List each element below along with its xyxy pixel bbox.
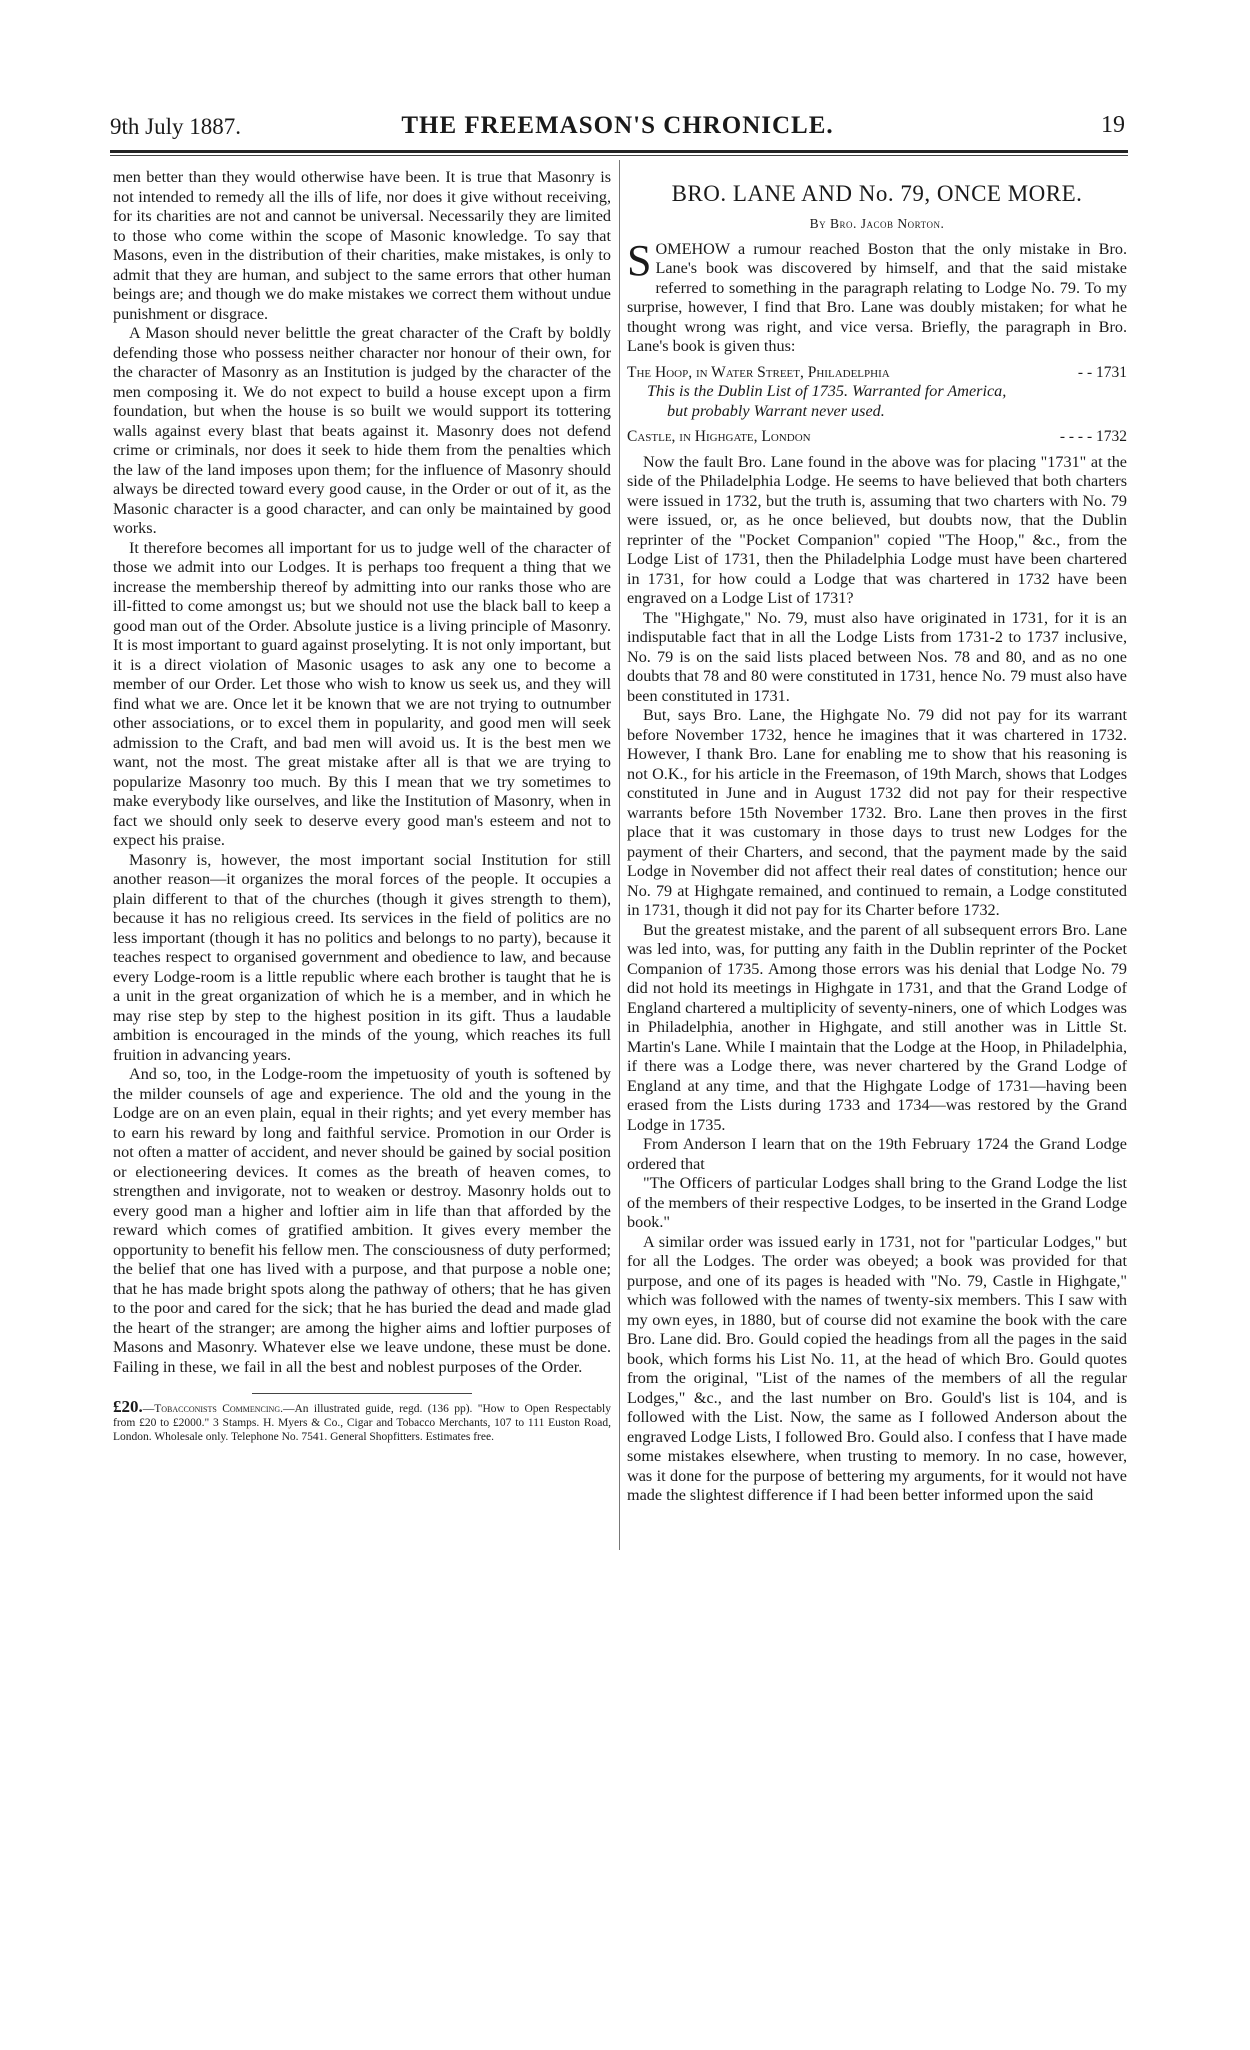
paragraph: But the greatest mistake, and the parent of all subsequent errors Bro. Lane was led into, was, for putting any faith in the Dublin reprinter of the Pocket Companion of 1735. Among those errors was his denial that Lodge No. 79 did not hold its meetings in Highgate in 1731, and that the Grand Lodge of England chartered a multiplicity of seventy-niners, one of which Lodges was in Philadelphia, another in Highgate, and still another was in Little St. Martin's Lane. While I maintain that the Lodge at the Hoop, in Philadelphia, if there was a Lodge there, was never chartered by the Grand Lodge of England at any time, and that the Highgate Lodge of 1731—having been erased from the Lists during 1733 and 1734—was restored by the Grand Lodge in 1735.: [627, 920, 1127, 1134]
right-column: [627, 168, 1127, 1506]
header-rule: [110, 150, 1128, 153]
quotation: "The Officers of particular Lodges shall bring to the Grand Lodge the list of the members of their respective Lodges, to be inserted in the Grand Lodge book.": [627, 1174, 1127, 1231]
page-header: [110, 110, 1125, 144]
listing-year: - - - - 1732: [1059, 428, 1127, 445]
paragraph: From Anderson I learn that on the 19th February 1724 the Grand Lodge ordered that: [627, 1135, 1127, 1173]
advertisement-rule: [252, 1393, 472, 1394]
intro-paragraph: [627, 235, 1127, 357]
article-title: BRO. LANE AND No. 79, ONCE MORE.: [671, 181, 1083, 206]
listing-note: This is the Dublin List of 1735. Warranted for America,: [647, 382, 1007, 400]
advertisement: [113, 1397, 611, 1444]
publication-title: THE FREEMASON'S CHRONICLE.: [401, 112, 834, 139]
header-rule-thin: [110, 155, 1128, 156]
intro-text: OMEHOW a rumour reached Boston that the only mistake in Bro. Lane's book was discovered by himself, and that the said mistake referred to something in the paragraph relating to Lodge No. 79. To my surprise, however, I find that Bro. Lane was doubly mistaken; for what he thought wrong was right, and vice versa. Briefly, the paragraph in Bro. Lane's book is given thus:: [627, 239, 1127, 355]
paragraph: It therefore becomes all important for us to judge well of the character of those we admit into our Lodges. It is perhaps too frequent a thing that we increase the membership thereof by admitting into our ranks those who are ill-fitted to come amongst us; but we should not use the black ball to keep a good man out of the Order. Absolute justice is a living principle of Masonry. It is most important to guard against proselyting. It is not only important, but it is a direct violation of Masonic usages to ask any one to become a member of our Order. Let those who wish to know us seek us, and they will find what we are. Once let it be known that we are not trying to outnumber other associations, or to excel them in popularity, and good men will seek admission to the Craft, and bad men will avoid us. It is the best men we want, not the most. The great mistake after all is that we are trying to popularize Masonry too much. By this I mean that we try sometimes to make everybody like ourselves, and like the Institution of Masonry, when in fact we should only seek to deserve every good man's esteem and not to expect his praise.: [113, 538, 611, 849]
paragraph: The "Highgate," No. 79, must also have originated in 1731, for it is an indisputable fact that in all the Lodge Lists from 1731-2 to 1737 inclusive, No. 79 is on the said lists placed between Nos. 78 and 80, and as no one doubts that 78 and 80 were constituted in 1731, hence No. 79 must also have been constituted in 1731.: [627, 608, 1127, 705]
paragraph: A similar order was issued early in 1731, not for "particular Lodges," but for all the Lodges. The order was obeyed; a book was provided for that purpose, and one of its pages is headed with "No. 79, Castle in Highgate," which was followed with the names of twenty-six members. This I saw with my own eyes, in 1880, but of course did not examine the book with the care Bro. Lane did. Bro. Gould copied the headings from all the pages in the said book, which forms his List No. 11, at the head of which Bro. Gould quotes from the original, "List of the names of the members of all the regular Lodges," &c., and the last number on Bro. Gould's list is 104, and is followed with the List. Now, the same as I followed Anderson about the engraved Lodge Lists, I followed Bro. Gould also. I confess that I have made some mistakes elsewhere, when trusting to memory. In no case, however, was it done for the purpose of bettering my arguments, for it would not have made the slightest difference if I had been better informed upon the said: [627, 1232, 1127, 1504]
lodge-listing: [627, 427, 1127, 447]
drop-cap: S: [627, 235, 652, 285]
listing-lodge: The Hoop, in Water Street, Philadelphia: [627, 363, 890, 381]
lodge-listing: [627, 363, 1127, 383]
column-divider: [619, 160, 620, 1550]
issue-date: 9th July 1887.: [110, 114, 241, 139]
paragraph: men better than they would otherwise have been. It is true that Masonry is not intended to remedy all the ills of life, nor does it give without receiving, for its charities are not and cannot be universal. Necessarily they are limited to those who come within the scope of Masonic knowledge. To say that Masons, even in the distribution of their charities, make mistakes, is only to admit that they are human, and subject to the same errors that other human beings are; and though we do make mistakes we correct them without undue punishment or disgrace.: [113, 168, 611, 323]
listing-lodge: Castle, in Highgate, London: [627, 428, 811, 445]
listing-note: but probably Warrant never used.: [667, 401, 885, 420]
byline: By Bro. Jacob Norton.: [809, 216, 945, 231]
ad-text: —An illustrated guide, regd. (136 pp). "How to Open Respectably from £20 to £2000." 3 Stamps. H. Myers & Co., Cigar and Tobacco Merchants, 107 to 111 Euston Road, London. Wholesale only. Telephone No. 7541. General Shopfitters. Estimates free.: [113, 1403, 611, 1443]
page-number: 19: [1101, 112, 1125, 138]
ad-heading: —Tobacconists Commencing.: [142, 1403, 283, 1415]
paragraph: A Mason should never belittle the great character of the Craft by boldly defending those who possess neither character nor honour of their own, for the character of Masonry as an Institution is judged by the character of the men composing it. We do not expect to build a house except upon a firm foundation, but when the house is so built we would support its tottering walls against every blast that beats against it. Masonry does not defend crime or criminals, nor does it seek to hide them from the penalties which the law of the land imposes upon them; for the influence of Masonry should always be directed toward every good cause, in the Order or out of it, as the Masonic character is a good character, and can only be maintained by good works.: [113, 324, 611, 537]
paragraph: But, says Bro. Lane, the Highgate No. 79 did not pay for its warrant before November 1732, hence he imagines that it was chartered in 1732. However, I thank Bro. Lane for enabling me to show that his reasoning is not O.K., for his article in the Freemason, of 19th March, shows that Lodges constituted in June and in August 1732 did not pay for their respective warrants before 15th November 1732. Bro. Lane then proves in the first place that it was customary in those days to trust new Lodges for the payment of their Charters, and second, that the payment made by the said Lodge in November did not affect their real dates of constitution; hence our No. 79 at Highgate remained, and continued to remain, a Lodge constituted in 1731, though it did not pay for its Charter before 1732.: [627, 706, 1127, 919]
paragraph: Masonry is, however, the most important social Institution for still another reason—it organizes the moral forces of the people. It occupies a plain different to that of the churches (though it gives strength to them), because it has no religious creed. Its services in the field of politics are no less important (though it has no politics and belongs to no party), because it teaches respect to organised government and obedience to law, and because every Lodge-room is a little republic where each brother is taught that he is a unit in the great organization of which he is a member, and in which he may rise step by step to the highest position in its gift. Thus a laudable ambition is encouraged in the minds of the young, which reaches its full fruition in advancing years.: [113, 850, 611, 1064]
left-column: [113, 168, 611, 1444]
paragraph: Now the fault Bro. Lane found in the above was for placing "1731" at the side of the Philadelphia Lodge. He seems to have believed that both charters were issued in 1732, but the truth is, assuming that two charters with No. 79 were issued, or, as he once believed, but doubts now, that the Dublin reprinter of the "Pocket Companion" copied "The Hoop," &c., from the Lodge List of 1731, then the Philadelphia Lodge must have been chartered in 1731, for how could a Lodge that was chartered in 1732 have been engraved on a Lodge List of 1731?: [627, 452, 1127, 607]
listing-year: - - 1731: [1077, 363, 1127, 381]
paragraph: And so, too, in the Lodge-room the impetuosity of youth is softened by the milder counsels of age and experience. The old and the young in the Lodge are on an even plain, equal in their rights; and yet every member has to earn his reward by long and faithful service. Promotion in our Order is not often a matter of accident, and never should be gained by social position or electioneering devices. It comes as the breath of heaven comes, to strengthen and invigorate, not to weaken or destroy. Masonry holds out to every good man a higher and loftier aim in life than that afforded by the reward which comes of gratified ambition. It gives every member the opportunity to benefit his fellow men. The consciousness of duty performed; the belief that one has lived with a purpose, and that purpose a noble one; that he has made bright spots along the pathway of others; that he has given to the poor and cared for the sick; that he has buried the dead and made glad the heart of the stranger; are among the higher aims and loftier purposes of Masons and Masonry. Whatever else we leave undone, these must be done. Failing in these, we fail in all the best and noblest purposes of the Order.: [113, 1065, 611, 1376]
ad-amount: £20.: [113, 1397, 143, 1416]
